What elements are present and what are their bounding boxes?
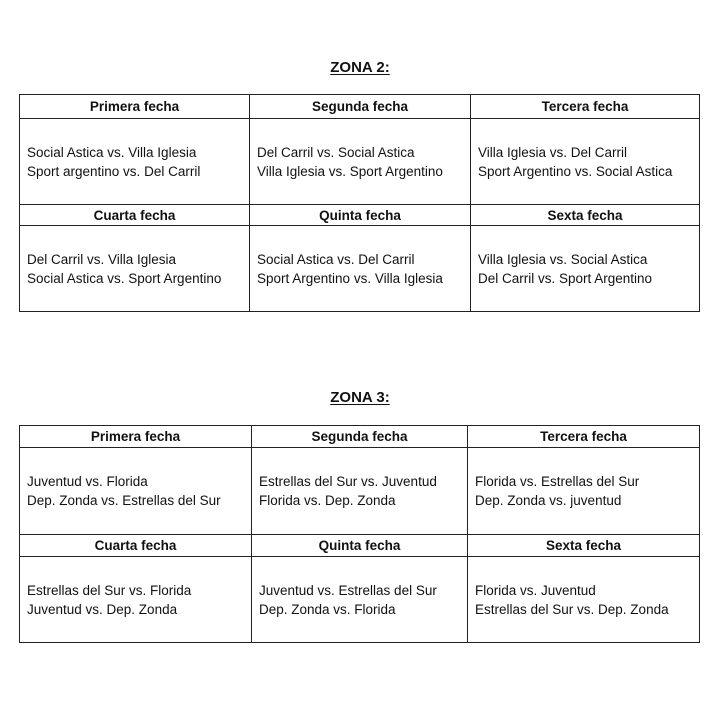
match-text: Juventud vs. Florida bbox=[27, 474, 148, 489]
match-text: Florida vs. Juventud bbox=[475, 582, 596, 598]
match-text: Juventud vs. Dep. Zonda bbox=[27, 601, 178, 617]
table-header-row bbox=[20, 535, 700, 557]
zone-2-fixture-table bbox=[19, 94, 700, 312]
header-cuarta-fecha: Cuarta fecha bbox=[20, 205, 250, 226]
match-text: Social Astica vs. Villa Iglesia bbox=[27, 144, 197, 160]
header-primera-fecha: Primera fecha bbox=[20, 95, 250, 119]
header-primera-fecha: Primera fecha bbox=[20, 426, 252, 448]
match-text: Villa Iglesia vs. Sport Argentino bbox=[257, 163, 443, 179]
table-header-row bbox=[20, 426, 700, 448]
match-text: Social Astica vs. Del Carril bbox=[257, 251, 415, 267]
zone-2-title: ZONA 2: bbox=[330, 59, 390, 76]
match-text: Estrellas del Sur vs. Dep. Zonda bbox=[475, 601, 669, 617]
match-text: Sport Argentino vs. Social Astica bbox=[478, 163, 673, 179]
fixture-cell bbox=[20, 448, 252, 535]
match-text: Sport Argentino vs. Villa Iglesia bbox=[257, 270, 443, 286]
fixture-cell bbox=[252, 448, 468, 535]
table-row bbox=[20, 448, 700, 535]
match-text: Dep. Zonda vs. Estrellas del Sur bbox=[27, 493, 221, 508]
table-row bbox=[20, 557, 700, 643]
match-text: Florida vs. Dep. Zonda bbox=[259, 493, 396, 508]
match-text: Social Astica vs. Sport Argentino bbox=[27, 270, 222, 286]
match-text: Del Carril vs. Sport Argentino bbox=[478, 270, 653, 286]
match-text: Estrellas del Sur vs. Juventud bbox=[259, 474, 437, 489]
table-row bbox=[20, 226, 700, 312]
match-text: Dep. Zonda vs. juventud bbox=[475, 493, 622, 508]
match-text: Del Carril vs. Social Astica bbox=[257, 144, 415, 160]
zone-3-title: ZONA 3: bbox=[330, 389, 390, 406]
header-segunda-fecha: Segunda fecha bbox=[250, 95, 471, 119]
match-text: Del Carril vs. Villa Iglesia bbox=[27, 251, 177, 267]
table-header-row bbox=[20, 95, 700, 119]
match-text: Dep. Zonda vs. Florida bbox=[259, 601, 396, 617]
header-cuarta-fecha: Cuarta fecha bbox=[20, 535, 252, 557]
header-sexta-fecha: Sexta fecha bbox=[468, 535, 700, 557]
fixture-cell bbox=[250, 226, 471, 312]
match-text: Florida vs. Estrellas del Sur bbox=[475, 474, 640, 489]
fixture-cell bbox=[468, 448, 700, 535]
fixture-cell bbox=[250, 119, 471, 205]
match-text: Villa Iglesia vs. Del Carril bbox=[478, 144, 628, 160]
header-tercera-fecha: Tercera fecha bbox=[468, 426, 700, 448]
fixture-cell bbox=[20, 226, 250, 312]
header-quinta-fecha: Quinta fecha bbox=[250, 205, 471, 226]
match-text: Estrellas del Sur vs. Florida bbox=[27, 582, 192, 598]
fixture-cell bbox=[20, 119, 250, 205]
fixture-cell bbox=[471, 119, 700, 205]
table-header-row bbox=[20, 205, 700, 226]
fixture-cell bbox=[20, 557, 252, 643]
header-segunda-fecha: Segunda fecha bbox=[252, 426, 468, 448]
match-text: Sport argentino vs. Del Carril bbox=[27, 163, 201, 179]
match-text: Villa Iglesia vs. Social Astica bbox=[478, 251, 648, 267]
fixture-cell bbox=[471, 226, 700, 312]
header-quinta-fecha: Quinta fecha bbox=[252, 535, 468, 557]
fixture-cell bbox=[252, 557, 468, 643]
header-sexta-fecha: Sexta fecha bbox=[471, 205, 700, 226]
fixture-cell bbox=[468, 557, 700, 643]
header-tercera-fecha: Tercera fecha bbox=[471, 95, 700, 119]
table-row bbox=[20, 119, 700, 205]
zone-3-fixture-table bbox=[19, 425, 700, 643]
match-text: Juventud vs. Estrellas del Sur bbox=[259, 582, 437, 598]
